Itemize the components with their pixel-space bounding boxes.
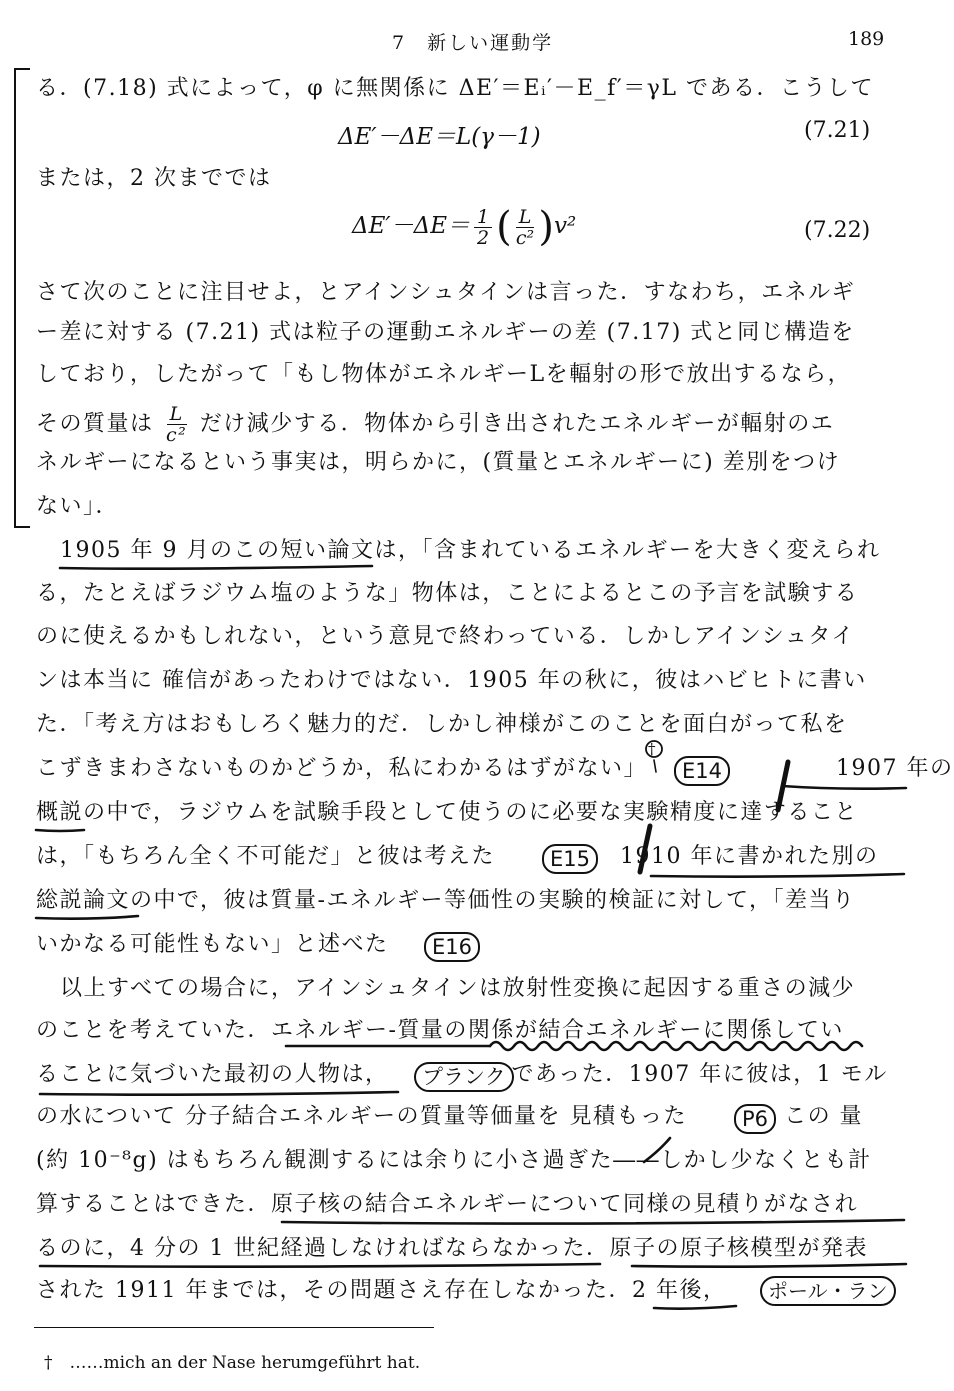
text-segment: こずきまわさないものかどうか，私にわかるはずがない」 bbox=[36, 756, 648, 781]
text-line: のに使えるかもしれない，という意見で終わっている．しかしアインシュタイ bbox=[36, 624, 855, 649]
circled-name-planck: プランク bbox=[414, 1062, 514, 1092]
circled-name-paul: ポール・ラン bbox=[760, 1276, 896, 1306]
text-line: た．「考え方はおもしろく魅力的だ．しかし神様がこのことを面白がって私を bbox=[36, 712, 848, 737]
underline-stroke bbox=[60, 566, 372, 569]
text-line: 以上すべての場合に，アインシュタインは放射性変換に起因する重さの減少 bbox=[60, 976, 856, 1001]
text-line bbox=[36, 404, 906, 445]
page-number: 189 bbox=[848, 28, 885, 50]
text-segment: ることに気づいた最初の人物は， bbox=[36, 1062, 389, 1087]
fraction-numerator: L bbox=[516, 207, 535, 228]
text-segment: 1910 年に書かれた別の bbox=[620, 844, 879, 869]
handwritten-ref-e15: E15 bbox=[542, 844, 598, 874]
text-line: る，たとえばラジウム塩のような」物体は，ことによるとこの予言を試験する bbox=[36, 581, 859, 606]
equation-7-22 bbox=[352, 204, 576, 250]
fraction-half bbox=[474, 207, 492, 248]
text-line: る．(7.18) 式によって，φ に無関係に ΔE′＝Eᵢ′－E_f′＝γL である．こうして bbox=[36, 76, 874, 101]
underline-stroke bbox=[632, 1264, 906, 1267]
text-segment: その質量は bbox=[36, 411, 154, 437]
text-segment: 1907 年の bbox=[836, 756, 954, 781]
text-line: ンは本当に 確信があったわけではない．1905 年の秋に，彼はハビヒトに書い bbox=[36, 668, 867, 693]
fraction-numerator: 1 bbox=[474, 207, 492, 228]
text-line: 概説の中で，ラジウムを試験手段として使うのに必要な実験精度に達すること bbox=[36, 800, 858, 825]
text-line: るのに，4 分の 1 世紀経過しなければならなかった．原子の原子核模型が発表 bbox=[36, 1236, 868, 1261]
text-line: 総説論文の中で，彼は質量-エネルギー等価性の実験的検証に対して，「差当り bbox=[36, 888, 856, 913]
footnote: † ……mich an der Nase herumgeführt hat. bbox=[44, 1353, 421, 1373]
text-segment: この 量 bbox=[784, 1104, 864, 1129]
underline-stroke bbox=[782, 786, 906, 789]
running-header-chapter: 7 新しい運動学 bbox=[392, 32, 554, 54]
text-segment: だけ減少する．物体から引き出されたエネルギーが輻射のエ bbox=[199, 411, 835, 437]
text-line: (約 10⁻⁸g) はもちろん観測するには余りに小さ過ぎた――しかし少なくとも計 bbox=[36, 1148, 872, 1173]
text-segment: は，「もちろん全く不可能だ」と彼は考えた bbox=[36, 844, 496, 869]
text-line: 1905 年 9 月のこの短い論文は，「含まれているエネルギーを大きく変えられ bbox=[60, 538, 881, 563]
text-line: ない」． bbox=[36, 494, 120, 519]
handwritten-ref-p6: P6 bbox=[734, 1104, 776, 1134]
text-line: ネルギーになるという事実は，明らかに，(質量とエネルギーに) 差別をつけ bbox=[36, 450, 841, 475]
text-line bbox=[36, 842, 906, 872]
underline-stroke bbox=[36, 916, 138, 919]
margin-bracket-mark bbox=[14, 68, 30, 528]
text-line bbox=[36, 754, 954, 784]
text-segment: であった．1907 年に彼は，1 モル bbox=[511, 1062, 888, 1087]
underline-stroke bbox=[40, 1264, 600, 1267]
text-line: いかなる可能性もない」と述べた bbox=[36, 932, 389, 957]
underline-stroke bbox=[36, 830, 84, 831]
text-line: 算することはできた．原子核の結合エネルギーについて同様の見積りがなされ bbox=[36, 1192, 859, 1217]
fraction-denominator: c² bbox=[515, 226, 535, 249]
handwritten-ref-e16: E16 bbox=[424, 932, 480, 962]
equation-number: (7.21) bbox=[804, 118, 871, 143]
underline-stroke bbox=[40, 1092, 398, 1095]
equation-number: (7.22) bbox=[804, 218, 871, 243]
fraction-numerator: L bbox=[167, 404, 187, 425]
underline-stroke bbox=[651, 874, 904, 877]
underline-stroke bbox=[282, 1220, 904, 1224]
text-line: ー差に対する (7.21) 式は粒子の運動エネルギーの差 (7.17) 式と同じ構造を bbox=[36, 320, 855, 345]
equation-v-squared: v² bbox=[553, 213, 577, 239]
text-segment: の水について 分子結合エネルギーの質量等価量を 見積もった bbox=[36, 1104, 688, 1129]
paren-open: ( bbox=[496, 204, 512, 250]
handwritten-ref-e14: E14 bbox=[674, 756, 730, 786]
footnote-rule bbox=[34, 1327, 434, 1328]
dagger-mark: † bbox=[648, 740, 656, 758]
fraction-denominator: 2 bbox=[477, 226, 490, 249]
equation-7-21: ΔE′－ΔE＝L(γ－1) bbox=[338, 124, 541, 150]
text-line: または，2 次まででは bbox=[36, 166, 272, 191]
equation-lhs: ΔE′－ΔE＝ bbox=[352, 213, 471, 239]
text-line: しており，したがって「もし物体がエネルギーLを輻射の形で放出するなら， bbox=[36, 362, 852, 387]
underline-stroke bbox=[654, 1306, 736, 1309]
text-line: さて次のことに注目せよ，とアインシュタインは言った．すなわち，エネルギ bbox=[36, 280, 856, 305]
text-line: された 1911 年までは，その問題さえ存在しなかった．2 年後， bbox=[36, 1278, 727, 1303]
fraction-l-over-c2 bbox=[166, 404, 187, 445]
fraction-l-over-c2 bbox=[516, 207, 535, 248]
fraction-denominator: c² bbox=[166, 424, 188, 446]
paren-close: ) bbox=[538, 204, 554, 250]
text-line: のことを考えていた．エネルギー-質量の関係が結合エネルギーに関係してい bbox=[36, 1018, 844, 1043]
